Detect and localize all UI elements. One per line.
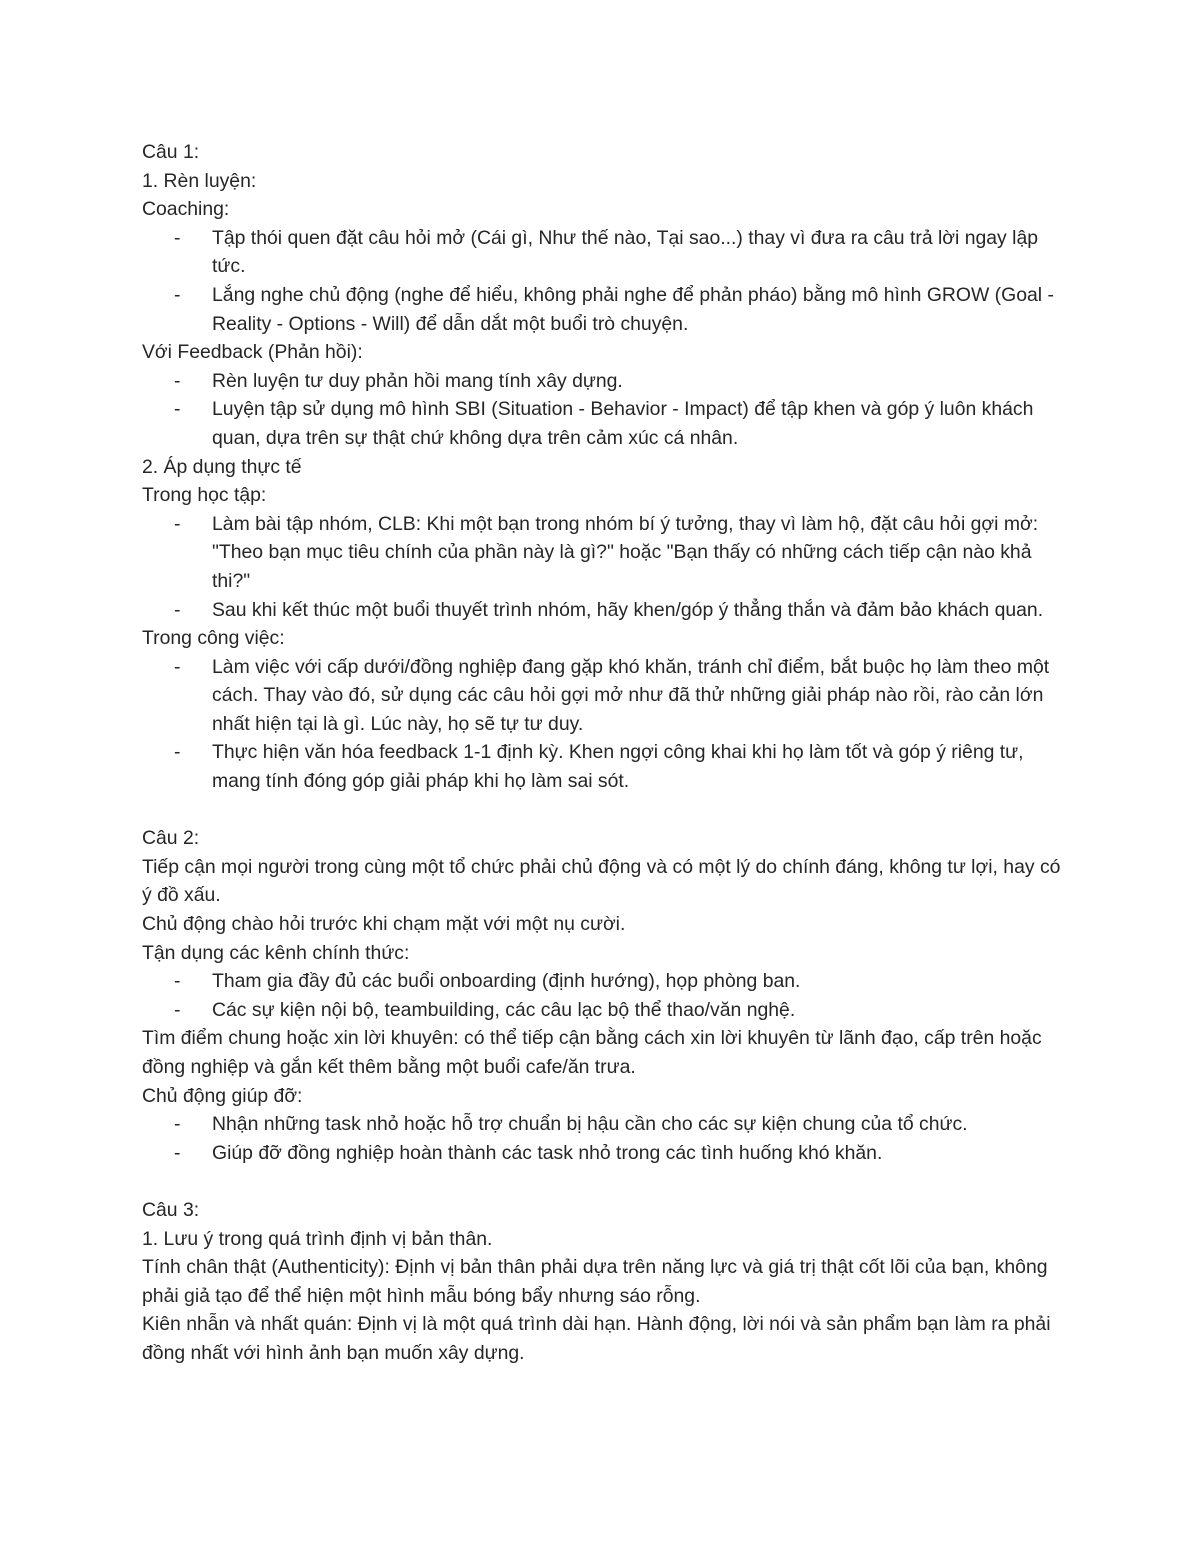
paragraph: Tìm điểm chung hoặc xin lời khuyên: có thể tiếp cận bằng cách xin lời khuyên từ lãnh đạo, cấp trên hoặc đồng nghiệp và gắn kết thêm bằng một buổi cafe/ăn trưa.	[142, 1027, 1042, 1078]
bullet-list	[142, 510, 1072, 624]
list-item-text: Luyện tập sử dụng mô hình SBI (Situation - Behavior - Impact) để tập khen và góp ý luôn khách quan, dựa trên sự thật chứ không dựa trên cảm xúc cá nhân.	[212, 398, 1034, 449]
subsection-label: Trong công việc:	[142, 627, 285, 650]
bullet-marker: -	[174, 398, 181, 421]
bullet-list	[142, 367, 1072, 453]
paragraph: Tiếp cận mọi người trong cùng một tổ chức phải chủ động và có một lý do chính đáng, không tư lợi, hay có ý đồ xấu.	[142, 855, 1061, 907]
bullet-marker: -	[174, 1113, 181, 1136]
list-item	[142, 596, 1072, 625]
list-item-text: Làm bài tập nhóm, CLB: Khi một bạn trong nhóm bí ý tưởng, thay vì làm hộ, đặt câu hỏi gợi mở: "Theo bạn mục tiêu chính của phần này là gì?" hoặc "Bạn thấy có những cách tiếp cận nào khả thi?"	[212, 512, 1039, 592]
bullet-marker: -	[174, 512, 181, 535]
subsection-label: Chủ động giúp đỡ:	[142, 1084, 303, 1107]
paragraph-gap	[142, 796, 1072, 825]
list-item-text: Sau khi kết thúc một buổi thuyết trình nhóm, hãy khen/góp ý thẳng thắn và đảm bảo khách quan.	[212, 598, 1044, 621]
list-item	[142, 367, 1072, 396]
bullet-marker: -	[174, 998, 181, 1021]
bullet-list	[142, 967, 1072, 1024]
bullet-marker: -	[174, 1141, 181, 1164]
subsection-label: Coaching:	[142, 198, 230, 221]
list-item-text: Tập thói quen đặt câu hỏi mở (Cái gì, Như thế nào, Tại sao...) thay vì đưa ra câu trả lời ngay lập tức.	[212, 226, 1039, 278]
subsection-label: Tận dụng các kênh chính thức:	[142, 941, 410, 964]
list-item	[142, 653, 1072, 739]
section-title: 1. Rèn luyện:	[142, 169, 257, 192]
list-item-text: Làm việc với cấp dưới/đồng nghiệp đang gặp khó khăn, tránh chỉ điểm, bắt buộc họ làm theo một cách. Thay vào đó, sử dụng các câu hỏi gợi mở như đã thử những giải pháp nào rồi, rào cản lớn nhất hiện tại là gì. Lúc này, họ sẽ tự tư duy.	[212, 655, 1050, 735]
list-item-text: Lắng nghe chủ động (nghe để hiểu, không phải nghe để phản pháo) bằng mô hình GROW (Goal - Reality - Options - Will) để dẫn dắt một buổi trò chuyện.	[212, 283, 1054, 335]
question-2-heading: Câu 2:	[142, 827, 200, 850]
list-item	[142, 967, 1072, 996]
list-item-text: Nhận những task nhỏ hoặc hỗ trợ chuẩn bị hậu cần cho các sự kiện chung của tổ chức.	[212, 1113, 968, 1136]
subsection-label: Trong học tập:	[142, 484, 267, 507]
section-title: 2. Áp dụng thực tế	[142, 455, 302, 478]
question-3-heading: Câu 3:	[142, 1198, 200, 1221]
list-item	[142, 281, 1072, 338]
list-item-text: Tham gia đầy đủ các buổi onboarding (định hướng), họp phòng ban.	[212, 970, 801, 993]
list-item-text: Rèn luyện tư duy phản hồi mang tính xây dựng.	[212, 369, 623, 392]
paragraph: Chủ động chào hỏi trước khi chạm mặt với một nụ cười.	[142, 913, 626, 936]
subsection-label: Với Feedback (Phản hồi):	[142, 341, 363, 364]
paragraph-gap	[142, 1167, 1072, 1196]
bullet-list	[142, 653, 1072, 796]
list-item	[142, 1110, 1072, 1139]
list-item	[142, 996, 1072, 1025]
list-item-text: Các sự kiện nội bộ, teambuilding, các câu lạc bộ thể thao/văn nghệ.	[212, 998, 796, 1021]
list-item	[142, 510, 1072, 596]
bullet-list	[142, 224, 1072, 338]
bullet-marker: -	[174, 655, 181, 678]
document-page	[142, 138, 1072, 1368]
paragraph: Tính chân thật (Authenticity): Định vị bản thân phải dựa trên năng lực và giá trị thật cốt lõi của bạn, không phải giả tạo để thể hiện một hình mẫu bóng bẩy nhưng sáo rỗng.	[142, 1256, 1048, 1307]
bullet-marker: -	[174, 598, 181, 621]
bullet-marker: -	[174, 369, 181, 392]
bullet-marker: -	[174, 970, 181, 993]
bullet-list	[142, 1110, 1072, 1167]
paragraph: Kiên nhẫn và nhất quán: Định vị là một quá trình dài hạn. Hành động, lời nói và sản phẩm bạn làm ra phải đồng nhất với hình ảnh bạn muốn xây dựng.	[142, 1313, 1051, 1364]
question-1-heading: Câu 1:	[142, 141, 200, 163]
list-item	[142, 395, 1072, 452]
list-item	[142, 224, 1072, 281]
list-item	[142, 1139, 1072, 1168]
section-title: 1. Lưu ý trong quá trình định vị bản thân.	[142, 1227, 493, 1250]
list-item	[142, 738, 1072, 795]
bullet-marker: -	[174, 283, 181, 306]
list-item-text: Thực hiện văn hóa feedback 1-1 định kỳ. Khen ngợi công khai khi họ làm tốt và góp ý riêng tư, mang tính đóng góp giải pháp khi họ làm sai sót.	[212, 741, 1024, 793]
list-item-text: Giúp đỡ đồng nghiệp hoàn thành các task nhỏ trong các tình huống khó khăn.	[212, 1141, 883, 1164]
bullet-marker: -	[174, 226, 181, 249]
bullet-marker: -	[174, 741, 181, 764]
